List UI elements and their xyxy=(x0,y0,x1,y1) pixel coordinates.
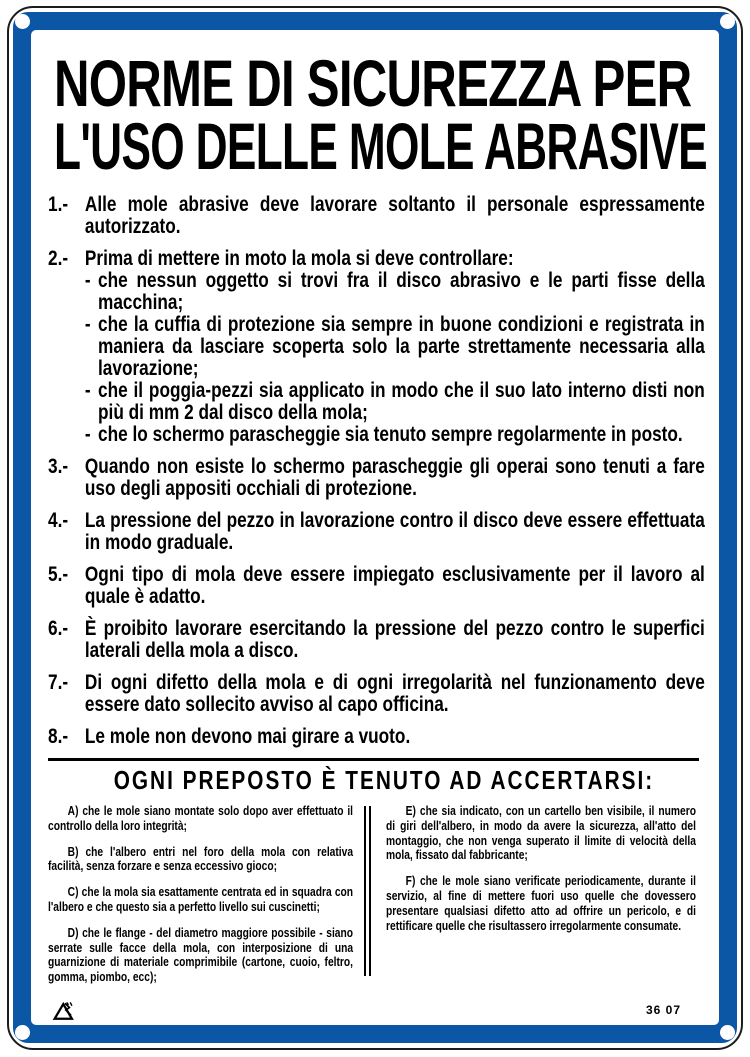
rule-2-subitem-4 xyxy=(85,424,705,446)
rule-6 xyxy=(48,618,705,662)
inspector-item-c: C) che la mola sia esattamente centrata ed in squadra con l'albero e che questo sia a perfetto livello sui cuscinetti; xyxy=(48,885,354,914)
title-line-2: L'USO DELLE MOLE ABRASIVE xyxy=(54,109,708,183)
rule-text: Quando non esiste lo schermo parascheggie gli operai sono tenuti a fare uso degli appositi occhiali di protezione. xyxy=(84,455,705,500)
rule-number: 7.- xyxy=(48,671,69,694)
rule-text: Prima di mettere in moto la mola si deve controllare: xyxy=(84,247,514,270)
rule-3 xyxy=(48,456,705,500)
inspector-heading: OGNI PREPOSTO È TENUTO AD ACCERTARSI: xyxy=(113,765,655,795)
dash-bullet: - xyxy=(84,313,91,336)
rule-4 xyxy=(48,510,705,554)
inspector-item-f: F) che le mole siano verificate periodicamente, durante il servizio, al fine di mettere fuori uso quelle che dovessero presentare qualsiasi difetto atto ad offrire un pericolo, e di rettificare quelle che risultassero irregolarmente consumate. xyxy=(386,874,696,933)
subitem-text: che il poggia-pezzi sia applicato in modo che il suo lato interno disti non più di mm 2 dal disco della mola; xyxy=(98,379,705,424)
title-line-1: NORME DI SICUREZZA PER xyxy=(54,46,692,120)
rules-list xyxy=(48,194,705,748)
inspector-item-a: A) che le mole siano montate solo dopo aver effettuato il controllo della loro integrità; xyxy=(48,804,354,833)
inspector-item-e: E) che sia indicato, con un cartello ben visibile, il numero di giri dell'albero, in modo da avere la sicurezza, all'atto del montaggio, che non venga superato il limite di velocità della mola, fissato dal fabbricante; xyxy=(386,804,696,863)
rule-text: Di ogni difetto della mola e di ogni irregolarità nel funzionamento deve essere dato sollecito avviso al capo officina. xyxy=(84,671,705,716)
screw-hole-icon xyxy=(15,14,30,29)
rule-number: 6.- xyxy=(48,617,69,640)
rule-text: È proibito lavorare esercitando la pressione del pezzo contro le superfici laterali della mola a disco. xyxy=(84,617,705,662)
rule-number: 8.- xyxy=(48,725,69,748)
catalog-number: 36 07 xyxy=(646,1003,682,1017)
screw-hole-icon xyxy=(720,1025,735,1040)
rule-number: 4.- xyxy=(48,509,69,532)
screw-hole-icon xyxy=(15,1025,30,1040)
manufacturer-logo-icon xyxy=(52,1000,78,1022)
rule-text: La pressione del pezzo in lavorazione contro il disco deve essere effettuata in modo graduale. xyxy=(84,509,705,554)
inspector-item-b: B) che l'albero entri nel foro della mola con relativa facilità, senza forzare e senza eccessivo gioco; xyxy=(48,844,354,874)
rule-text: Ogni tipo di mola deve essere impiegato esclusivamente per il lavoro al quale è adatto. xyxy=(84,563,705,608)
subitem-text: che lo schermo parascheggie sia tenuto sempre regolarmente in posto. xyxy=(98,423,683,446)
rule-8 xyxy=(48,726,705,748)
inspector-item-d: D) che le flange - del diametro maggiore possibile - siano serrate sulle facce della mola, con interposizione di una guarnizione di materiale comprimibile (cartone, cuoio, feltro, gomma, piombo, ecc); xyxy=(48,925,354,985)
column-divider xyxy=(364,806,371,976)
dash-bullet: - xyxy=(84,269,91,292)
rule-number: 2.- xyxy=(48,247,69,270)
rule-number: 3.- xyxy=(48,455,69,478)
dash-bullet: - xyxy=(84,379,91,402)
rule-5 xyxy=(48,564,705,608)
rule-number: 5.- xyxy=(48,563,69,586)
inspector-column-right xyxy=(386,804,696,996)
sign-content xyxy=(48,31,708,996)
rule-2-subitem-1 xyxy=(85,270,705,314)
screw-hole-icon xyxy=(720,14,735,29)
inspector-columns xyxy=(48,804,705,996)
sign-title xyxy=(54,46,708,183)
rule-1 xyxy=(48,194,705,238)
rule-2-subitem-3 xyxy=(85,380,705,424)
inspector-column-left xyxy=(48,804,353,996)
rule-2 xyxy=(48,248,705,446)
rule-text: Alle mole abrasive deve lavorare soltanto il personale espressamente autorizzato. xyxy=(84,193,705,238)
subitem-text: che nessun oggetto si trovi fra il disco abrasivo e le parti fisse della macchina; xyxy=(98,269,705,314)
subitem-text: che la cuffia di protezione sia sempre in buone condizioni e registrata in maniera da lasciare scoperta solo la parte strettamente necessaria alla lavorazione; xyxy=(98,313,705,380)
dash-bullet: - xyxy=(84,423,91,446)
rule-text: Le mole non devono mai girare a vuoto. xyxy=(84,725,411,748)
rule-number: 1.- xyxy=(48,193,69,216)
rule-7 xyxy=(48,672,705,716)
rule-2-subitem-2 xyxy=(85,314,705,380)
section-divider xyxy=(48,758,699,761)
